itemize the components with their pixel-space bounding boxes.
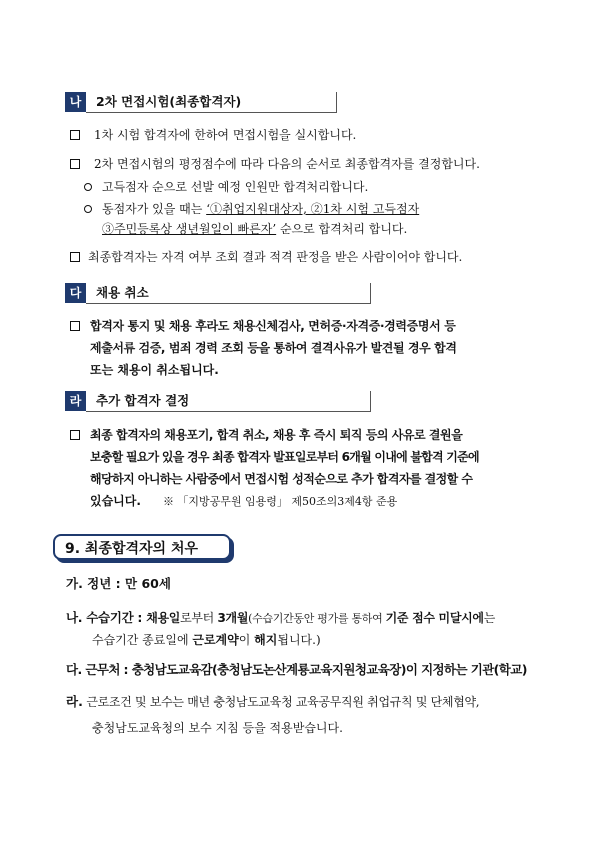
section-na-badge: 나 [65,92,86,112]
section-ra-item [70,426,550,514]
section-na-item-3 [70,248,550,268]
item-line-3: 해당하지 아니하는 사람중에서 면접시험 성적순으로 추가 합격자를 결정할 수 [90,472,473,486]
item-text: 가. 정년 : 만 60세 [66,576,171,591]
legal-reference-note: ※ 「지방공무원 임용령」 제50조의3제4항 준용 [162,495,398,508]
sub-text: 고득점자 순으로 선발 예정 인원만 합격처리합니다. [102,180,369,194]
item-label: 라. [66,694,83,709]
item-line-4-bold: 있습니다. [90,494,141,508]
checkbox-square-icon [70,159,80,169]
item-line-2: 보충할 필요가 있을 경우 최종 합격자 발표일로부터 6개월 이내에 불합격 기준에 [90,450,479,464]
plain-text: 근로조건 및 보수는 매년 충청남도교육청 교육공무직원 취업규칙 및 단체협약, [82,695,480,709]
plain-text: 수습기간 종료일에 [92,633,193,647]
priority-order-underlined-1: ‘①취업지원대상자, ②1차 시험 고득점자 [206,202,420,216]
priority-order-underlined-2: ③주민등록상 생년월일이 빠른자’ [102,222,277,236]
sub-suffix: 순으로 합격처리 합니다. [276,222,408,236]
item-line-2: 충청남도교육청의 보수 지침 등을 적용받습니다. [92,721,343,735]
item-line-1: 합격자 통지 및 채용 후라도 채용신체검사, 면허증·자격증·경력증명서 등 [90,319,456,333]
section-na-sub-2 [84,200,544,242]
item-line-2: 제출서류 검증, 범죄 경력 조회 등을 통하여 결격사유가 발견될 경우 합격 [90,341,457,355]
checkbox-square-icon [70,130,80,140]
section-ra-title: 추가 합격자 결정 [86,391,371,412]
item-line-1: 최종 합격자의 채용포기, 합격 취소, 채용 후 즉시 퇴직 등의 사유로 결원을 [90,428,463,442]
item-line-3: 또는 채용이 취소됩니다. [90,363,219,377]
section-da-title: 채용 취소 [86,283,371,304]
checkbox-square-icon [70,321,80,331]
checkbox-square-icon [70,252,80,262]
section-9-item-ga [66,575,546,595]
section-9-title: 9. 최종합격자의 처우 [53,534,231,560]
plain-text: (수습기간동안 평가를 통하여 [248,612,386,625]
checkbox-square-icon [70,430,80,440]
item-text: 1차 시험 합격자에 한하여 면접시험을 실시합니다. [94,128,357,142]
item-line-1 [66,609,495,628]
section-da-badge: 다 [65,283,86,303]
circle-bullet-icon [84,183,92,191]
section-9-item-na [66,609,546,651]
sub-text-line-2 [102,220,407,238]
item-label: 나. 수습기간 : [66,610,147,625]
plain-text: 됩니다.) [277,633,321,647]
emphasis-text: 근로계약 [192,633,239,647]
item-line-4 [90,492,397,511]
emphasis-text: 기준 점수 미달시에 [385,611,484,625]
sub-prefix: 동점자가 있을 때는 [102,202,207,216]
item-text: 2차 면접시험의 평정점수에 따라 다음의 순서로 최종합격자를 결정합니다. [94,157,480,171]
section-9-item-ra [66,693,546,735]
item-text: 다. 근무처 : 충청남도교육감(충청남도논산계룡교육지원청교육장)이 지정하는 기관(학교) [66,662,527,677]
section-na-title: 2차 면접시험(최종합격자) [86,92,337,113]
emphasis-text: 3개월 [217,611,249,625]
section-da-item [70,317,550,379]
plain-text: 이 [238,633,255,647]
emphasis-text: 채용일 [146,611,181,625]
item-line-2 [92,631,321,649]
section-na-item-1 [70,126,550,146]
section-ra-badge: 라 [65,391,86,411]
emphasis-text: 해지 [254,633,278,647]
sub-text-line-1 [102,200,419,218]
section-9-item-da [66,661,546,681]
circle-bullet-icon [84,205,92,213]
item-line-1 [66,693,479,711]
section-na-sub-1 [84,178,544,198]
plain-text: 는 [483,611,496,625]
item-text: 최종합격자는 자격 여부 조회 결과 적격 판정을 받은 사람이어야 합니다. [88,250,463,264]
section-na-item-2 [70,155,550,175]
plain-text: 로부터 [180,611,218,625]
